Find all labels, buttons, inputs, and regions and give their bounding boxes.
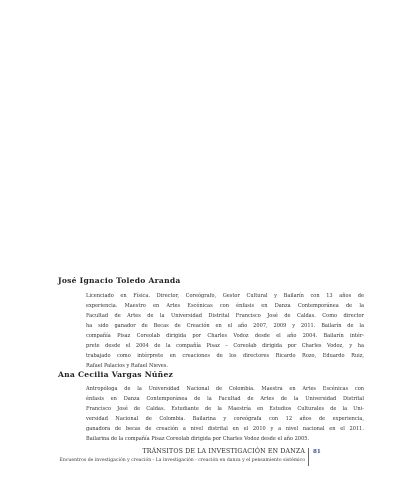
author-bio-ana-cecilia-vargas-nunez bbox=[86, 384, 364, 444]
bio-line: compañía Pisaz Coreolab dirigida por Charles Vodoz desde el año 2004. Bailarín intér- bbox=[86, 333, 364, 339]
footer-divider bbox=[308, 448, 309, 466]
bio-line: prete desde el 2004 de la compañía Pisaz – Coreolab dirigida por Charles Vodoz, y ha bbox=[86, 343, 364, 349]
bio-line: experiencia. Maestro en Artes Escénicas con énfasis en Danza Contemporánea de la bbox=[86, 303, 364, 309]
bio-line: ha sido ganador de Becas de Creación en el año 2007, 2009 y 2011. Bailarín de la bbox=[86, 323, 364, 329]
author-name-jose-ignacio-toledo-aranda: José Ignacio Toledo Aranda bbox=[58, 276, 181, 285]
running-title: TRÁNSITOS DE LA INVESTIGACIÓN EN DANZA bbox=[142, 448, 305, 455]
bio-line: Facultad de Artes de la Universidad Distrital Francisco José de Caldas. Como director bbox=[86, 313, 364, 319]
author-name-ana-cecilia-vargas-nunez: Ana Cecilia Vargas Núñez bbox=[58, 370, 174, 379]
bio-line: Bailarina de la compañía Pisaz Coreolab dirigida por Charles Vodoz desde el año 2005. bbox=[86, 436, 310, 442]
bio-line: Francisco José de Caldas. Estudiante de la Maestría en Estudios Culturales de la Uni- bbox=[86, 406, 364, 412]
bio-line: versidad Nacional de Colombia. Bailarina y coreógrafa con 12 años de experiencia, bbox=[86, 416, 364, 422]
bio-line: Rafael Palacios y Rafael Nieves. bbox=[86, 363, 168, 369]
running-subtitle: Encuentros de investigación y creación - La investigación - creación en danza y el pensamiento sistémico bbox=[59, 458, 305, 463]
bio-line: énfasis en Danza Contemporánea de la Facultad de Artes de la Universidad Distrital bbox=[86, 396, 364, 402]
bio-line: Licenciado en Física. Director, Coreógrafo, Gestor Cultural y Bailarín con 13 años de bbox=[86, 293, 364, 299]
author-bio-jose-ignacio-toledo-aranda bbox=[86, 291, 364, 371]
page-number: 81 bbox=[313, 449, 321, 455]
bio-line: ganadora de becas de creación a nivel distrital en el 2010 y a nivel nacional en el 2011. bbox=[86, 426, 364, 432]
bio-line: trabajado como intérprete en creaciones de los directores Ricardo Rozo, Eduardo Ruiz, bbox=[86, 353, 364, 359]
page-footer bbox=[0, 448, 400, 472]
bio-line: Antropóloga de la Universidad Nacional de Colombia. Maestra en Artes Escénicas con bbox=[86, 386, 364, 392]
